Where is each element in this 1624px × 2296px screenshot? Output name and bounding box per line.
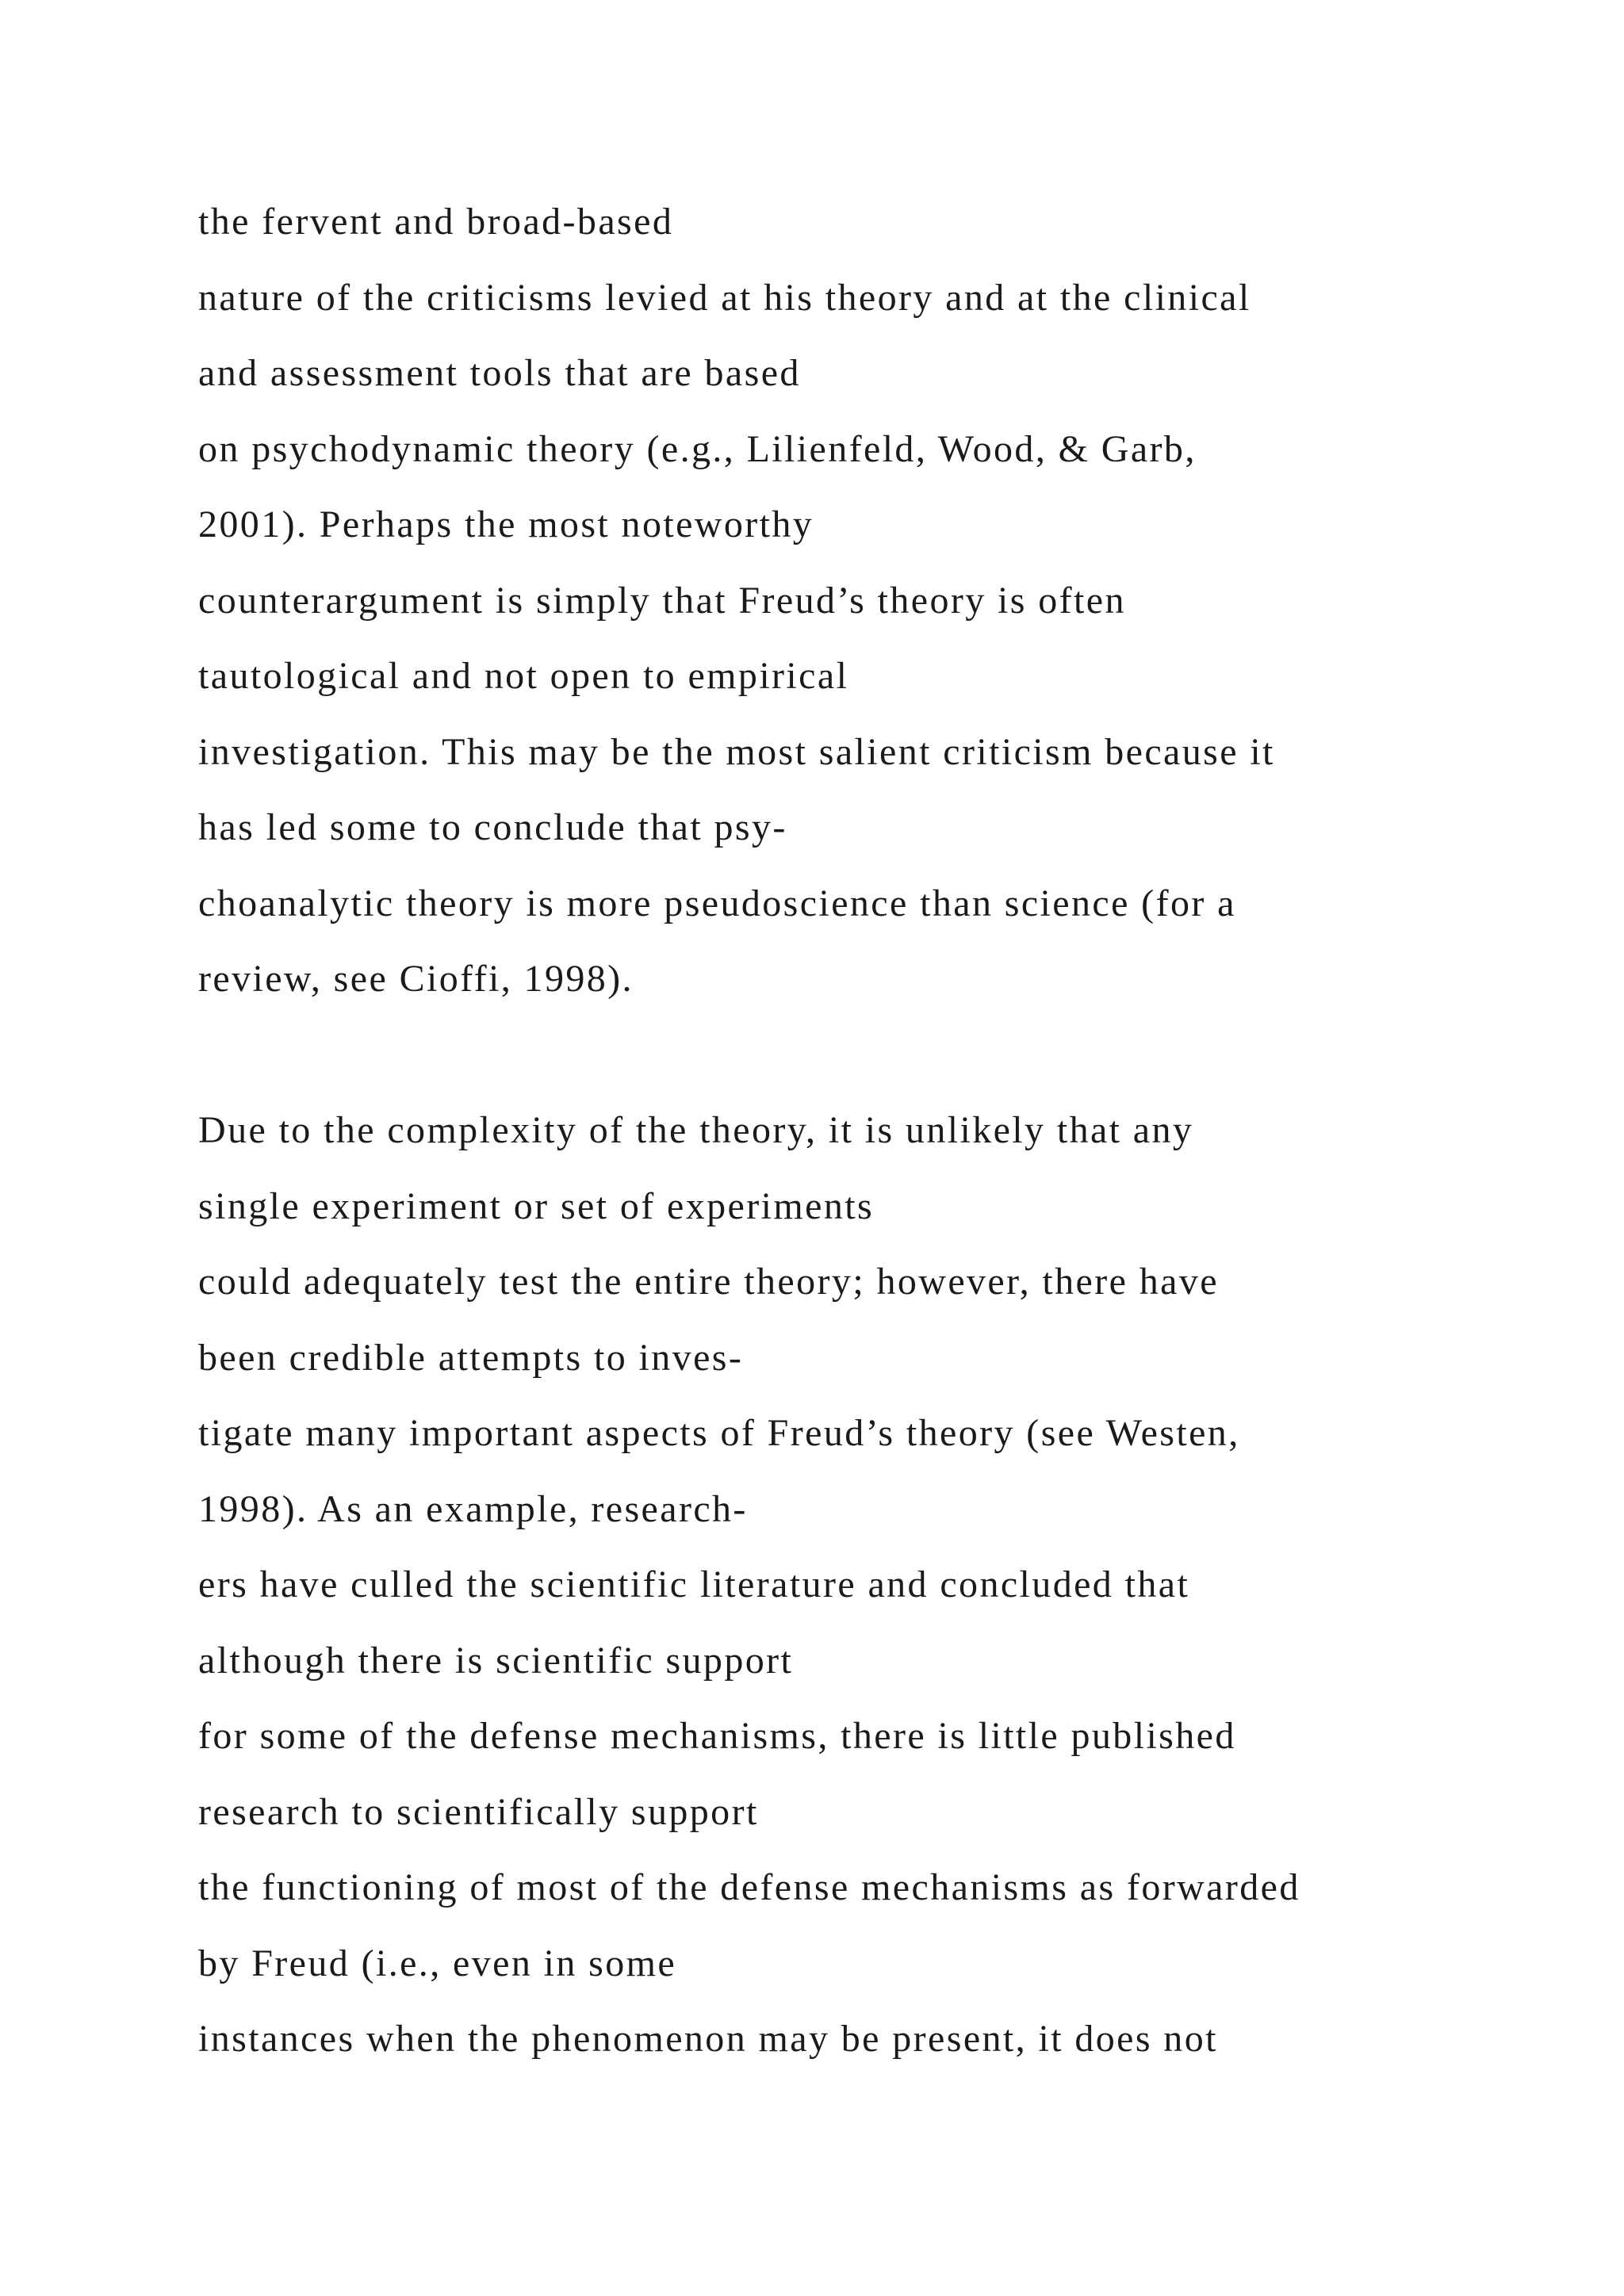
text-line: nature of the criticisms levied at his theory and at the clinical [198, 276, 1251, 319]
text-line: choanalytic theory is more pseudoscience than science (for a [198, 882, 1236, 924]
text-line: investigation. This may be the most salient criticism because it [198, 730, 1275, 773]
text-line: single experiment or set of experiments [198, 1184, 875, 1227]
text-line: counterargument is simply that Freud’s theory is often [198, 579, 1126, 622]
text-line: by Freud (i.e., even in some [198, 1942, 677, 1984]
text-line: 1998). As an example, research- [198, 1487, 748, 1530]
text-line: 2001). Perhaps the most noteworthy [198, 503, 814, 545]
paragraph-1 [198, 184, 1610, 1017]
text-line: been credible attempts to inves- [198, 1336, 744, 1379]
text-line: and assessment tools that are based [198, 352, 801, 394]
text-line: has led some to conclude that psy- [198, 806, 787, 848]
text-line: instances when the phenomenon may be present, it does not [198, 2018, 1218, 2060]
text-line: the fervent and broad-based [198, 201, 674, 243]
text-line: for some of the defense mechanisms, there is little published [198, 1715, 1236, 1757]
text-line: tautological and not open to empirical [198, 655, 849, 697]
document-body [198, 184, 1610, 2077]
text-line: Due to the complexity of the theory, it is unlikely that any [198, 1109, 1194, 1151]
text-line: although there is scientific support [198, 1639, 794, 1682]
paragraph-spacer [198, 1017, 1610, 1093]
text-line: tigate many important aspects of Freud’s theory (see Westen, [198, 1412, 1240, 1454]
text-line: the functioning of most of the defense mechanisms as forwarded [198, 1866, 1300, 1908]
text-line: ers have culled the scientific literature and concluded that [198, 1563, 1190, 1605]
text-line: on psychodynamic theory (e.g., Lilienfeld, Wood, & Garb, [198, 427, 1197, 470]
text-line: research to scientifically support [198, 1790, 759, 1833]
paragraph-2 [198, 1093, 1610, 2077]
text-line: could adequately test the entire theory; however, there have [198, 1261, 1219, 1303]
text-line: review, see Cioffi, 1998). [198, 958, 634, 1000]
